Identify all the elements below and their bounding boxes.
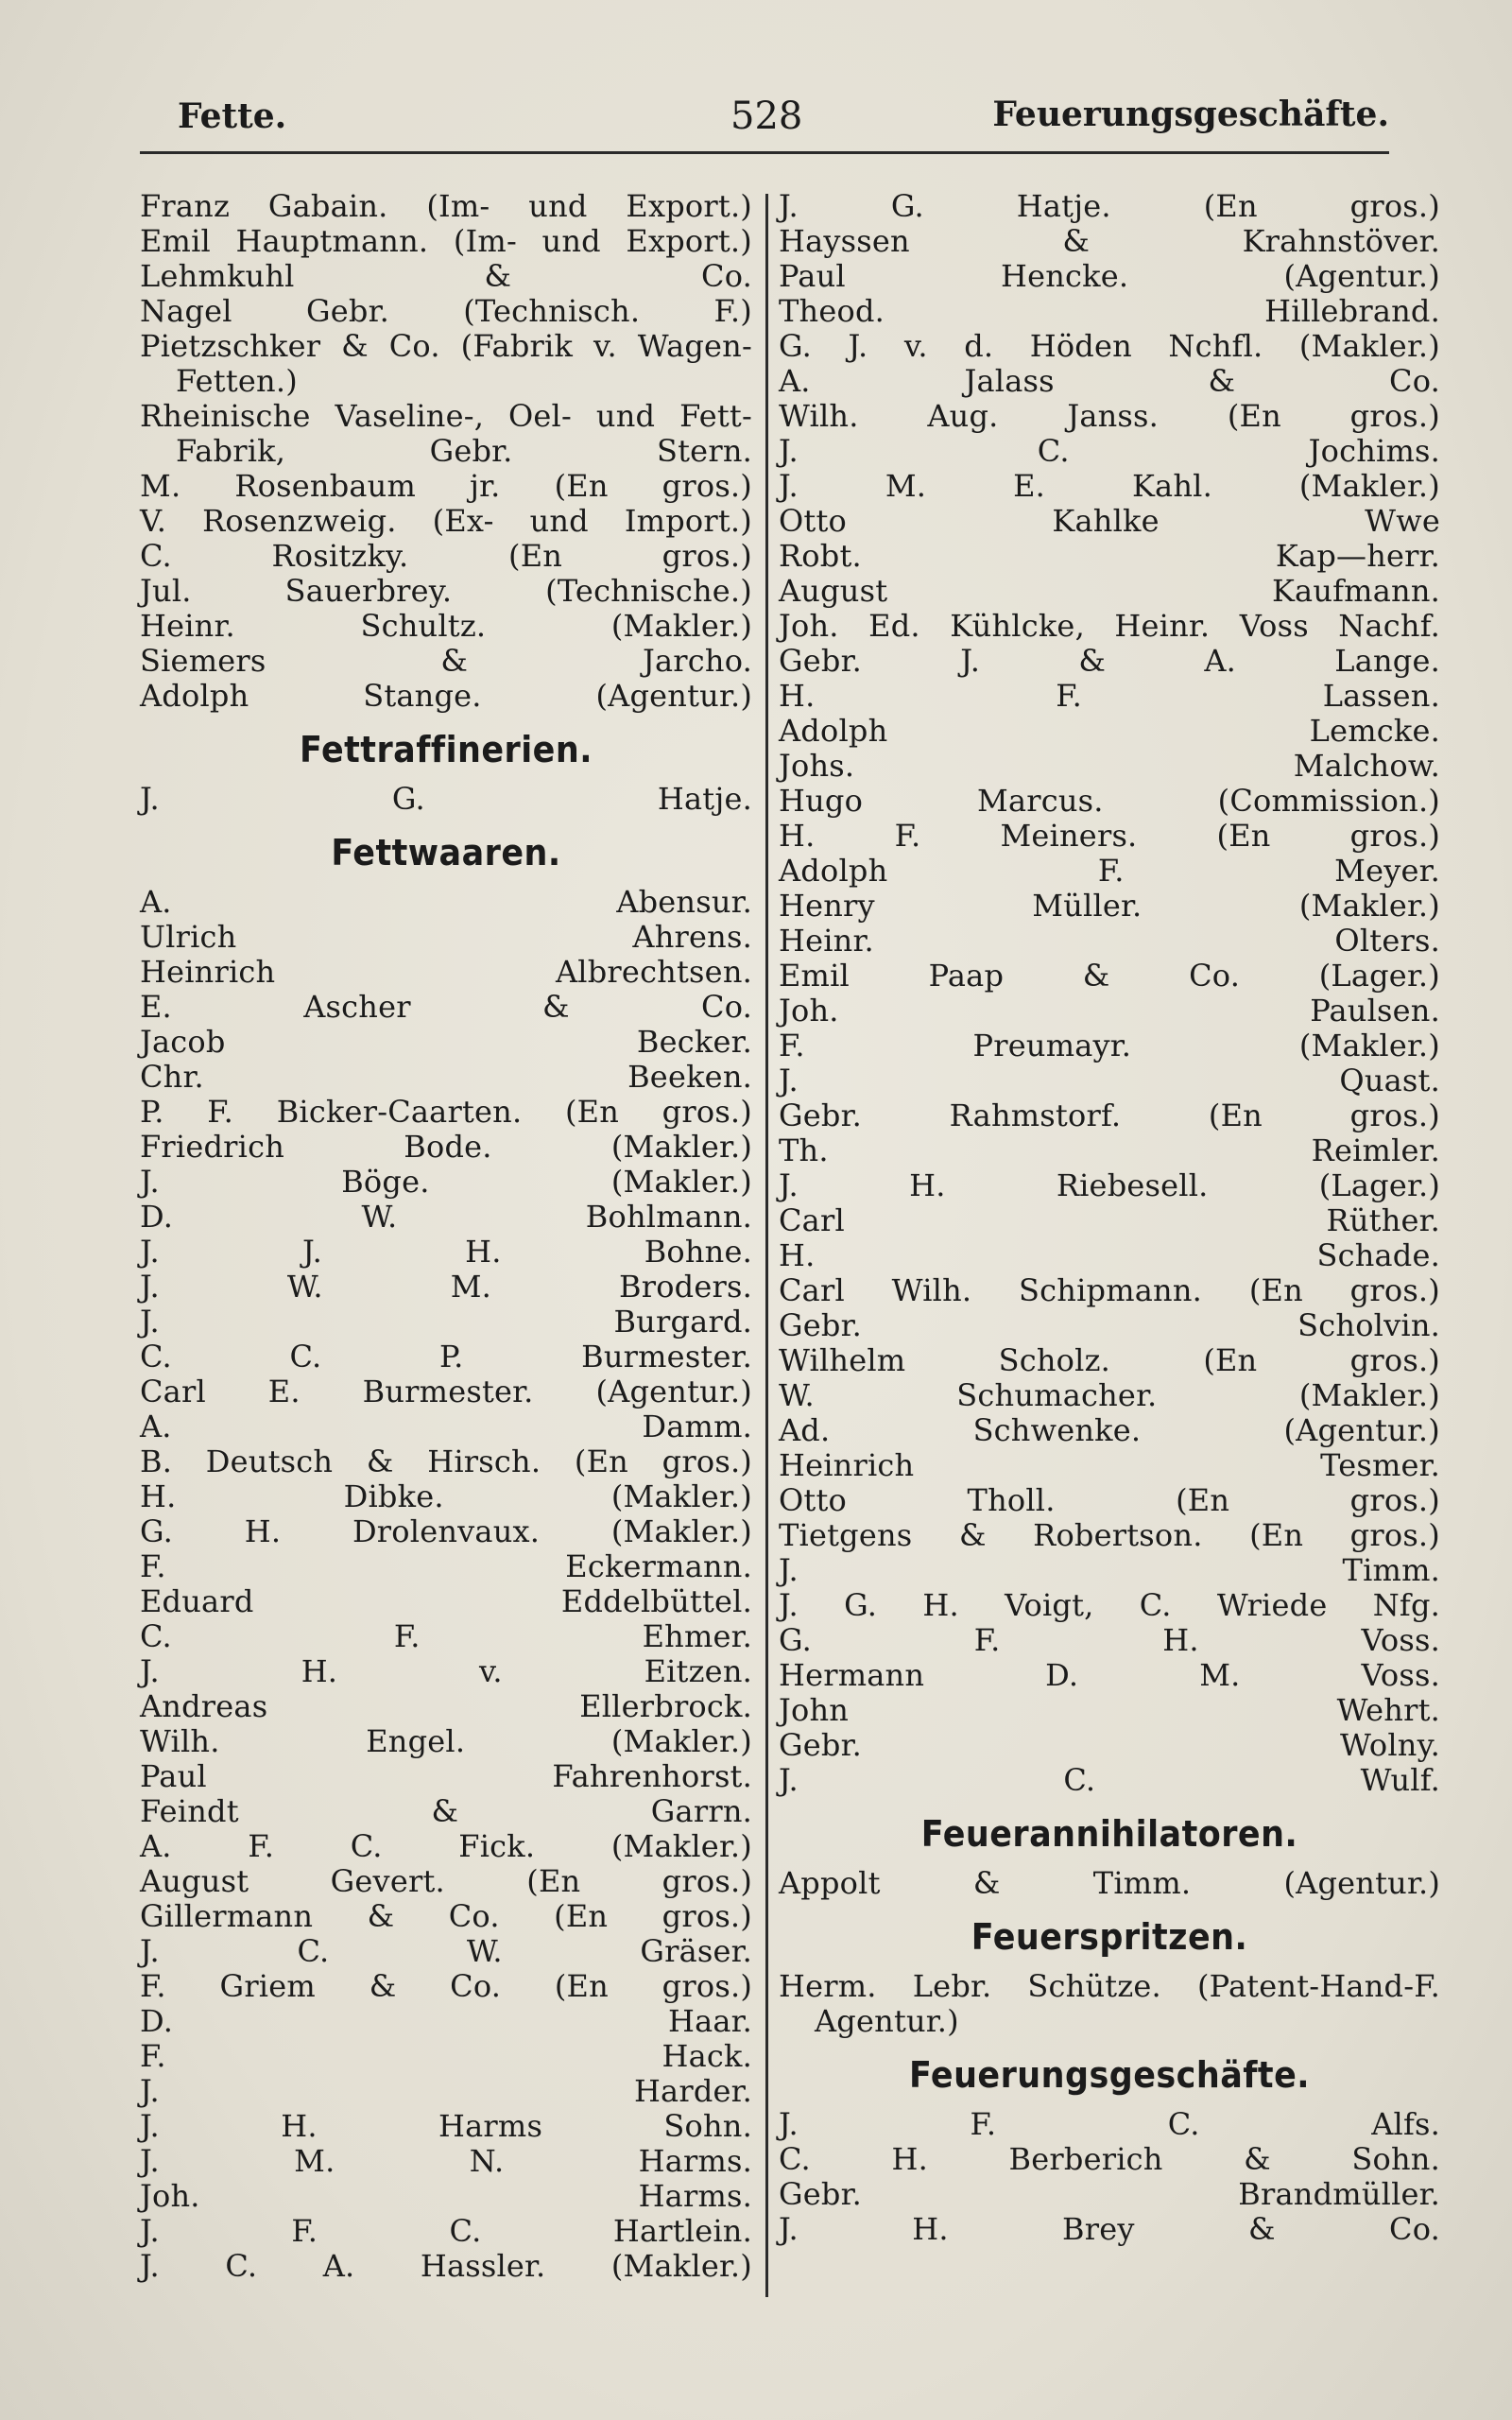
directory-entry: Otto Tholl. (En gros.) [779,1482,1440,1518]
directory-entry: Nagel Gebr. (Technisch. F.) [140,293,752,329]
directory-entry: J. Burgard. [140,1304,752,1340]
directory-entry: Otto Kahlke Wwe [779,503,1440,539]
directory-entry: Lehmkuhl & Co. [140,258,752,294]
directory-entry: Jul. Sauerbrey. (Technische.) [140,573,752,609]
directory-entry: Gebr. Brandmüller. [779,2176,1440,2212]
directory-entry: J. F. C. Hartlein. [140,2213,752,2249]
directory-entry: J. Timm. [779,1552,1440,1588]
directory-entry: J. W. M. Broders. [140,1269,752,1305]
directory-entry: J. Quast. [779,1063,1440,1098]
section-heading-feuerungsgeschaefte: Feuerungsgeschäfte. [908,2054,1311,2096]
directory-entry: Adolph Stange. (Agentur.) [140,678,752,714]
directory-entry: Wilh. Aug. Janss. (En gros.) [779,398,1440,434]
right-column [779,189,1440,2247]
header-left-title: Fette. [178,96,287,136]
directory-entry: Robt. Kap—herr. [779,538,1440,574]
directory-entry: F. Hack. [140,2038,752,2074]
directory-entry: Carl E. Burmester. (Agentur.) [140,1374,752,1409]
fettraffinerien-list [140,782,752,817]
directory-entry: Andreas Ellerbrock. [140,1688,752,1724]
directory-entry: A. Abensur. [140,884,752,920]
directory-entry: Joh. Harms. [140,2178,752,2214]
directory-entry: G. F. H. Voss. [779,1622,1440,1658]
directory-entry: Heinrich Albrechtsen. [140,954,752,990]
directory-entry: G. J. v. d. Höden Nchfl. (Makler.) [779,328,1440,364]
directory-entry: Gebr. Wolny. [779,1727,1440,1763]
directory-entry: Heinrich Tesmer. [779,1447,1440,1483]
directory-entry: C. H. Berberich & Sohn. [779,2141,1440,2177]
directory-entry: Tietgens & Robertson. (En gros.) [779,1517,1440,1553]
directory-entry: Th. Reimler. [779,1132,1440,1168]
page-header [140,91,1389,151]
directory-entry: John Wehrt. [779,1692,1440,1728]
directory-entry: C. C. P. Burmester. [140,1339,752,1374]
directory-entry: Ulrich Ahrens. [140,919,752,955]
directory-entry: J. F. C. Alfs. [779,2106,1440,2142]
directory-entry: G. H. Drolenvaux. (Makler.) [140,1513,752,1549]
directory-entry: V. Rosenzweig. (Ex- und Import.) [140,503,752,539]
directory-entry: J. C. Wulf. [779,1762,1440,1798]
directory-entry: J. G. Hatje. (En gros.) [779,188,1440,224]
directory-entry: Emil Paap & Co. (Lager.) [779,958,1440,994]
directory-entry: J. C. W. Gräser. [140,1933,752,1969]
directory-entry: H. F. Meiners. (En gros.) [779,818,1440,854]
feuerspritzen-list [779,1969,1440,2039]
directory-entry: Friedrich Bode. (Makler.) [140,1129,752,1165]
directory-entry: Johs. Malchow. [779,748,1440,784]
directory-entry: H. F. Lassen. [779,678,1440,714]
page-number: 528 [730,95,803,138]
directory-entry: Herm. Lebr. Schütze. (Patent-Hand-F. Agentur.) [779,1968,1440,2039]
directory-entry: J. H. Brey & Co. [779,2211,1440,2247]
directory-entry: M. Rosenbaum jr. (En gros.) [140,468,752,504]
directory-entry: J. C. Jochims. [779,433,1440,469]
feuerannihilatoren-list [779,1866,1440,1901]
directory-entry: Hugo Marcus. (Commission.) [779,783,1440,819]
directory-entry: Paul Fahrenhorst. [140,1758,752,1794]
directory-entry: Ad. Schwenke. (Agentur.) [779,1412,1440,1448]
directory-entry: Carl Wilh. Schipmann. (En gros.) [779,1272,1440,1308]
directory-entry: Adolph Lemcke. [779,713,1440,749]
directory-entry: D. W. Bohlmann. [140,1199,752,1235]
header-right-title: Feuerungsgeschäfte. [992,95,1389,134]
left-column [140,189,752,2284]
directory-entry: A. F. C. Fick. (Makler.) [140,1828,752,1864]
directory-entry: Joh. Ed. Kühlcke, Heinr. Voss Nachf. [779,608,1440,644]
directory-entry: Paul Hencke. (Agentur.) [779,258,1440,294]
directory-entry: J. Böge. (Makler.) [140,1164,752,1200]
directory-entry: J. H. v. Eitzen. [140,1653,752,1689]
directory-entry: Pietzschker & Co. (Fabrik v. Wagen-Fetten.) [140,328,752,399]
directory-entry: Emil Hauptmann. (Im- und Export.) [140,223,752,259]
directory-entry: F. Preumayr. (Makler.) [779,1028,1440,1063]
directory-entry: F. Griem & Co. (En gros.) [140,1968,752,2004]
section-heading-feuerannihilatoren: Feuerannihilatoren. [920,1813,1298,1855]
directory-entry: J. C. A. Hassler. (Makler.) [140,2248,752,2284]
directory-entry: J. G. H. Voigt, C. Wriede Nfg. [779,1587,1440,1623]
directory-entry: C. Rositzky. (En gros.) [140,538,752,574]
directory-entry: Feindt & Garrn. [140,1793,752,1829]
header-rule [140,151,1389,154]
column-divider [765,194,768,2297]
directory-entry: A. Damm. [140,1409,752,1444]
directory-entry: J. M. E. Kahl. (Makler.) [779,468,1440,504]
section-heading-fettwaaren: Fettwaaren. [331,832,561,873]
directory-entry: Chr. Beeken. [140,1059,752,1095]
directory-entry: August Kaufmann. [779,573,1440,609]
section-heading-feuerspritzen: Feuerspritzen. [971,1916,1248,1958]
directory-entry: J. G. Hatje. [140,781,752,817]
directory-entry: Gebr. Scholvin. [779,1307,1440,1343]
directory-entry: J. M. N. Harms. [140,2143,752,2179]
fettwaaren-list [140,885,752,2284]
directory-entry: Carl Rüther. [779,1202,1440,1238]
directory-entry: B. Deutsch & Hirsch. (En gros.) [140,1443,752,1479]
directory-entry: Siemers & Jarcho. [140,643,752,679]
directory-entry: Wilhelm Scholz. (En gros.) [779,1342,1440,1378]
directory-entry: Eduard Eddelbüttel. [140,1583,752,1619]
directory-entry: Hayssen & Krahnstöver. [779,223,1440,259]
directory-entry: J. J. H. Bohne. [140,1234,752,1270]
directory-entry: Gebr. Rahmstorf. (En gros.) [779,1098,1440,1133]
directory-entry: D. Haar. [140,2003,752,2039]
directory-entry: Gebr. J. & A. Lange. [779,643,1440,679]
directory-entry: E. Ascher & Co. [140,989,752,1025]
directory-entry: C. F. Ehmer. [140,1618,752,1654]
directory-entry: Hermann D. M. Voss. [779,1657,1440,1693]
feuerungsgeschaefte-list [779,2107,1440,2247]
directory-entry: Jacob Becker. [140,1024,752,1060]
directory-entry: Joh. Paulsen. [779,993,1440,1028]
directory-entry: F. Eckermann. [140,1548,752,1584]
fettwaaren-continued-list [779,189,1440,1798]
directory-entry: W. Schumacher. (Makler.) [779,1377,1440,1413]
section-heading-fettraffinerien: Fettraffinerien. [300,729,593,770]
directory-entry: Adolph F. Meyer. [779,853,1440,889]
directory-entry: Gillermann & Co. (En gros.) [140,1898,752,1934]
directory-entry: Rheinische Vaseline-, Oel- und Fett-Fabrik, Gebr. Stern. [140,398,752,469]
directory-entry: J. Harder. [140,2073,752,2109]
directory-entry: H. Dibke. (Makler.) [140,1478,752,1514]
directory-entry: J. H. Harms Sohn. [140,2108,752,2144]
directory-entry: Henry Müller. (Makler.) [779,888,1440,924]
directory-entry: P. F. Bicker-Caarten. (En gros.) [140,1094,752,1130]
directory-entry: Franz Gabain. (Im- und Export.) [140,188,752,224]
directory-entry: August Gevert. (En gros.) [140,1863,752,1899]
directory-entry: J. H. Riebesell. (Lager.) [779,1167,1440,1203]
directory-entry: Theod. Hillebrand. [779,293,1440,329]
directory-entry: A. Jalass & Co. [779,363,1440,399]
fette-list [140,189,752,714]
directory-entry: Heinr. Schultz. (Makler.) [140,608,752,644]
directory-entry: Wilh. Engel. (Makler.) [140,1723,752,1759]
directory-entry: Appolt & Timm. (Agentur.) [779,1865,1440,1901]
directory-entry: H. Schade. [779,1237,1440,1273]
directory-entry: Heinr. Olters. [779,923,1440,959]
